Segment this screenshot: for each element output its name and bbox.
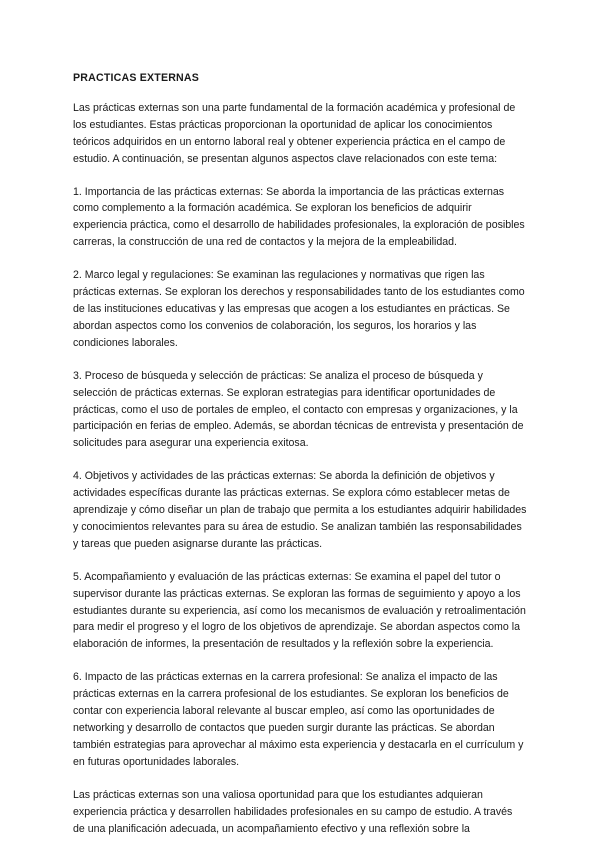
- intro-paragraph: Las prácticas externas son una parte fundamental de la formación académica y profesional de los estudiantes. Estas prácticas proporcionan la oportunidad de aplicar los conocimientos teóricos adquiridos en un entorno laboral real y obtener experiencia práctica en el campo de estudio. A continuación, se presentan algunos aspectos clave relacionados con este tema:: [73, 101, 516, 165]
- section-career-impact-paragraph: 6. Impacto de las prácticas externas en la carrera profesional: Se analiza el impacto de las prácticas externas en la carrera profesional de los estudiantes. Se exploran los beneficios de contar con experiencia laboral relevante al buscar empleo, así como las oportunidades de networking y desarrollo de contactos que pueden surgir durante las prácticas. Se abordan también estrategias para aprovechar al máximo esta experiencia y destacarla en el currículum y en futuras oportunidades laborales.: [73, 671, 524, 768]
- section-legal-framework-paragraph: 2. Marco legal y regulaciones: Se examinan las regulaciones y normativas que rigen las prácticas externas. Se exploran los derechos y responsabilidades tanto de los estudiantes como de las instituciones educativas y las empresas que acogen a los estudiantes en prácticas. Se abordan aspectos como los convenios de colaboración, los seguros, los horarios y las condiciones laborales.: [73, 269, 525, 349]
- section-supervision-paragraph: 5. Acompañamiento y evaluación de las prácticas externas: Se examina el papel del tutor o supervisor durante las prácticas externas. Se exploran las formas de seguimiento y apoyo a los estudiantes durante su experiencia, así como los mecanismos de evaluación y retroalimentación para medir el progreso y el logro de los objetivos de aprendizaje. Se abordan aspectos como la elaboración de informes, la presentación de resultados y la reflexión sobre la experiencia.: [73, 570, 526, 651]
- conclusion-paragraph: Las prácticas externas son una valiosa oportunidad para que los estudiantes adquieran experiencia práctica y desarrollen habilidades profesionales en su campo de estudio. A través de una planificación adecuada, un acompañamiento efectivo y una reflexión sobre la: [73, 788, 513, 835]
- section-search-selection-paragraph: 3. Proceso de búsqueda y selección de prácticas: Se analiza el proceso de búsqueda y selección de prácticas externas. Se exploran estrategias para identificar oportunidades de prácticas, como el uso de portales de empleo, el contacto con empresas y organizaciones, y la participación en ferias de empleo. Además, se abordan técnicas de entrevista y presentación de solicitudes para asegurar una experiencia exitosa.: [73, 369, 524, 450]
- document-body: [73, 70, 527, 848]
- section-objectives-paragraph: 4. Objetivos y actividades de las prácticas externas: Se aborda la definición de objetivos y actividades específicas durante las prácticas externas. Se explora cómo establecer metas de aprendizaje y cómo diseñar un plan de trabajo que permita a los estudiantes adquirir habilidades y conocimientos relevantes para su área de estudio. Se analizan también las responsabilidades y tareas que pueden asignarse durante las prácticas.: [73, 470, 527, 550]
- document-title: PRACTICAS EXTERNAS: [73, 72, 200, 84]
- section-importance-paragraph: 1. Importancia de las prácticas externas: Se aborda la importancia de las prácticas externas como complemento a la formación académica. Se exploran los beneficios de adquirir experiencia práctica, como el desarrollo de habilidades profesionales, la exploración de posibles carreras, la construcción de una red de contactos y la mejora de la empleabilidad.: [73, 185, 525, 249]
